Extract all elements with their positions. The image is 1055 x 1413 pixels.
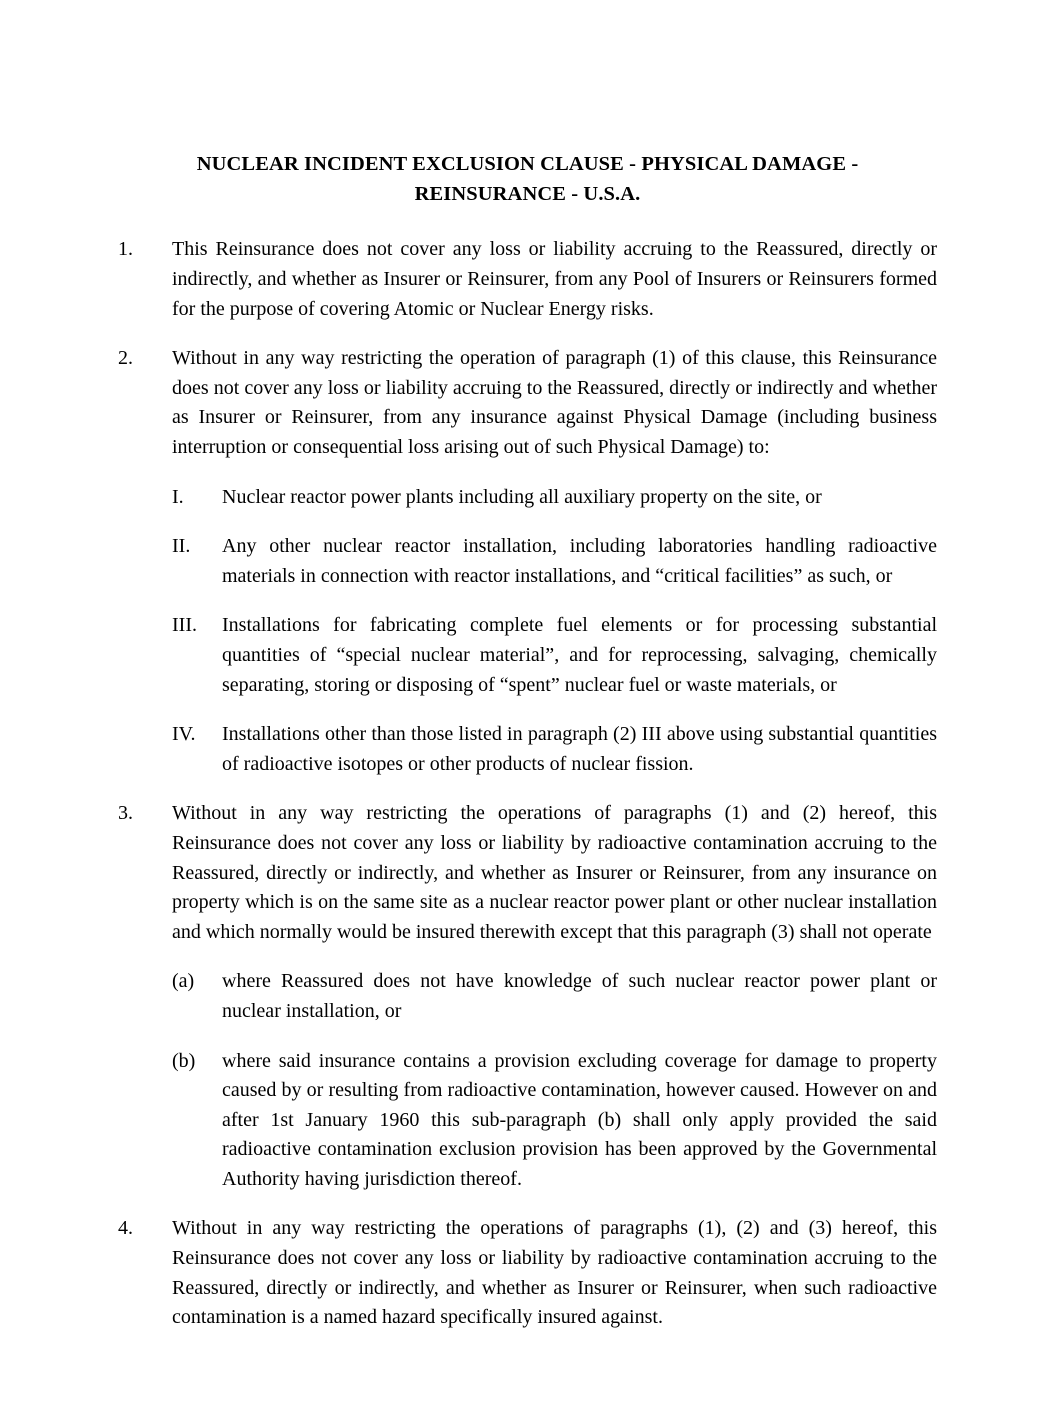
subclause-marker: I.	[172, 485, 184, 508]
subclause-item	[118, 720, 937, 779]
clause-marker: 4.	[118, 1217, 133, 1240]
clause-marker: 2.	[118, 347, 133, 370]
subclause-marker: II.	[172, 535, 191, 558]
subclause-marker: IV.	[172, 723, 196, 746]
clause-text: Without in any way restricting the operations of paragraphs (1) and (2) hereof, this Reinsurance does not cover any loss or liability by radioactive contamination accruing to the Reassured, directly or indirectly, and whether as Insurer or Reinsurer, from any insurance on property which is on the same site as a nuclear reactor power plant or other nuclear installation and which normally would be insured therewith except that this paragraph (3) shall not operate	[172, 802, 937, 943]
subclause-text: where Reassured does not have knowledge of such nuclear reactor power plant or nuclear installation, or	[222, 970, 937, 1022]
subclause-item	[118, 611, 937, 700]
subclause-item	[118, 483, 937, 513]
clause-text: Without in any way restricting the operations of paragraphs (1), (2) and (3) hereof, this Reinsurance does not cover any loss or liability by radioactive contamination accruing to the Reassured, directly or indirectly, and whether as Insurer or Reinsurer, when such radioactive contamination is a named hazard specifically insured against.	[172, 1217, 937, 1329]
subclause-item	[118, 532, 937, 591]
clause-3	[118, 799, 937, 1194]
subclause-text: Nuclear reactor power plants including all auxiliary property on the site, or	[222, 485, 822, 508]
clause-4	[118, 1214, 937, 1332]
subclause-text: Installations for fabricating complete fuel elements or for processing substantial quantities of “special nuclear material”, and for reprocessing, salvaging, chemically separating, storing or disposing of “spent” nuclear fuel or waste materials, or	[222, 614, 937, 696]
clause-item	[118, 344, 937, 462]
subclause-text: Installations other than those listed in paragraph (2) III above using substantial quantities of radioactive isotopes or other products of nuclear fission.	[222, 723, 937, 775]
subclause-text: where said insurance contains a provision excluding coverage for damage to property caused by or resulting from radioactive contamination, however caused. However on and after 1st January 1960 this sub-paragraph (b) shall only apply provided the said radioactive contamination exclusion provision has been approved by the Governmental Authority having jurisdiction thereof.	[222, 1049, 937, 1190]
subclause-marker: III.	[172, 614, 197, 637]
clause-marker: 1.	[118, 238, 133, 261]
subclause-item	[118, 1047, 937, 1195]
document-title	[118, 150, 937, 209]
subclause-marker: (a)	[172, 970, 195, 993]
subclause-item	[118, 967, 937, 1026]
subclause-text: Any other nuclear reactor installation, including laboratories handling radioactive materials in connection with reactor installations, and “critical facilities” as such, or	[222, 535, 937, 587]
document-title-line-1: NUCLEAR INCIDENT EXCLUSION CLAUSE - PHYSICAL DAMAGE -	[196, 153, 859, 175]
clause-2	[118, 344, 937, 779]
clause-text: This Reinsurance does not cover any loss or liability accruing to the Reassured, directly or indirectly, and whether as Insurer or Reinsurer, from any Pool of Insurers or Reinsurers formed for the purpose of covering Atomic or Nuclear Energy risks.	[172, 238, 937, 320]
clause-marker: 3.	[118, 802, 133, 825]
document-title-line-2: REINSURANCE - U.S.A.	[414, 182, 641, 205]
clause-text: Without in any way restricting the operation of paragraph (1) of this clause, this Reinsurance does not cover any loss or liability accruing to the Reassured, directly or indirectly and whether as Insurer or Reinsurer, from any insurance against Physical Damage (including business interruption or consequential loss arising out of such Physical Damage) to:	[172, 347, 937, 458]
clause-item	[118, 235, 937, 324]
subclause-marker: (b)	[172, 1049, 196, 1072]
clause-item	[118, 1214, 937, 1332]
clause-item	[118, 799, 937, 947]
clause-1	[118, 235, 937, 324]
